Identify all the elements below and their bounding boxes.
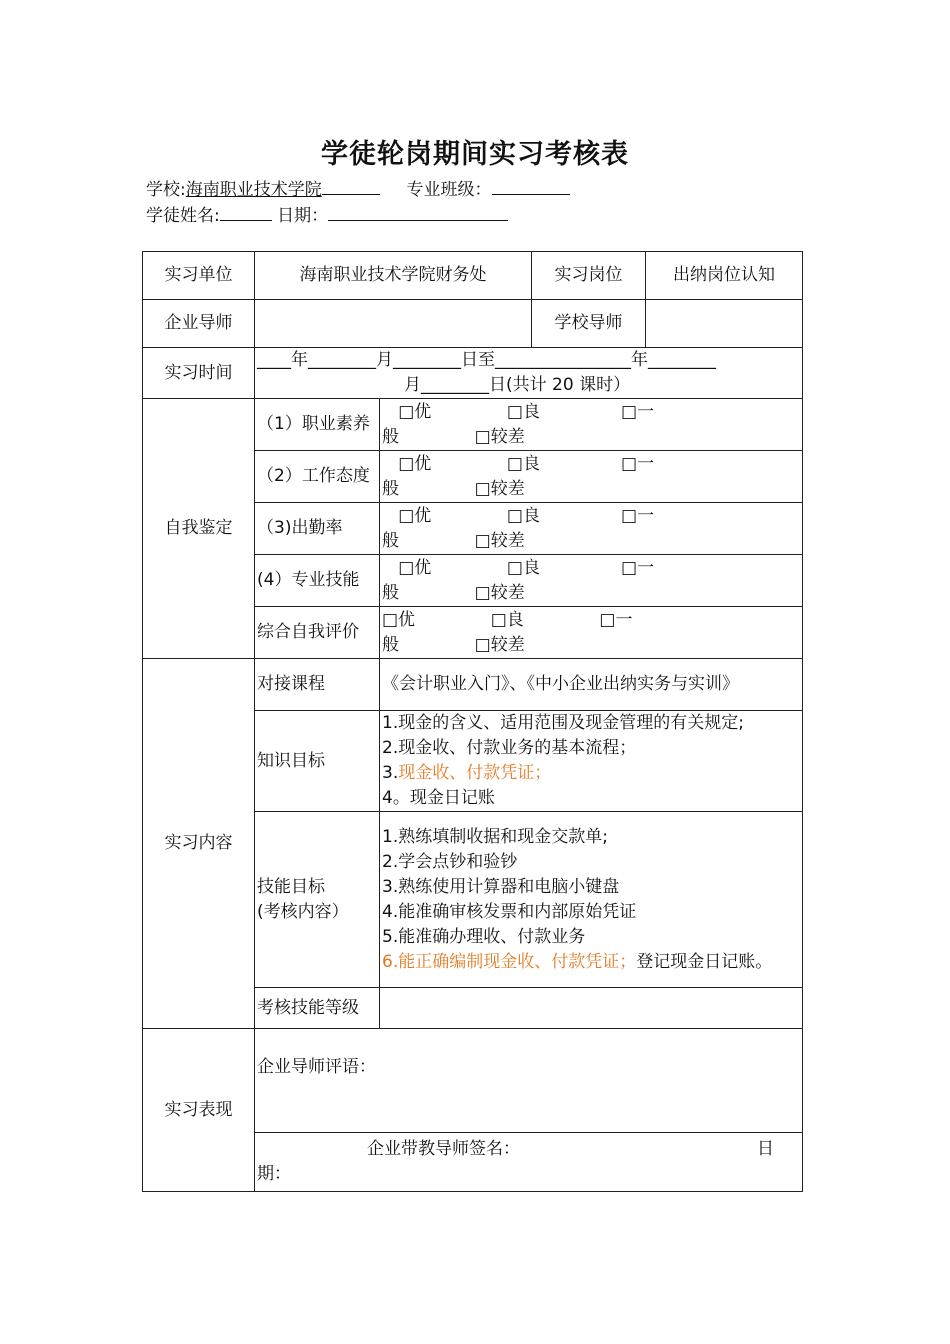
self-item-label: （3)出勤率	[255, 503, 380, 555]
self-item-options[interactable]	[380, 399, 803, 451]
self-item-label: 综合自我评价	[255, 607, 380, 659]
time-label: 实习时间	[143, 348, 255, 399]
knowledge-item: 1.现金的含义、适用范围及现金管理的有关规定;	[382, 713, 744, 733]
signature-date-label: 期：	[257, 1164, 291, 1184]
skill-item: 1.熟练填制收据和现金交款单;	[382, 826, 608, 847]
self-item-row	[143, 399, 803, 451]
school-mentor-label: 学校导师	[532, 300, 646, 348]
unit-value: 海南职业技术学院财务处	[255, 252, 532, 300]
skill-label	[255, 812, 380, 988]
course-label: 对接课程	[255, 659, 380, 711]
unit-label: 实习单位	[143, 252, 255, 300]
skill-item: 3.熟练使用计算器和电脑小键盘	[382, 876, 620, 897]
knowledge-item: 2.现金收、付款业务的基本流程；	[382, 738, 637, 758]
skill-label-line-1: 技能目标	[257, 876, 325, 897]
skill-item: 5.能准确办理收、付款业务	[382, 926, 586, 947]
enterprise-mentor-label: 企业导师	[143, 300, 255, 348]
row-course	[143, 659, 803, 711]
option-line-2: 般 □较差	[382, 530, 525, 551]
signature-label: 企业带教导师签名：	[367, 1139, 520, 1159]
enterprise-mentor-value[interactable]	[255, 300, 532, 348]
post-label: 实习岗位	[532, 252, 646, 300]
self-item-label: （2）工作态度	[255, 451, 380, 503]
mentor-comment[interactable]	[255, 1029, 803, 1133]
skill-item: 2.学会点钞和验钞	[382, 851, 518, 872]
knowledge-label: 知识目标	[255, 711, 380, 812]
skill-items	[380, 812, 803, 988]
date-blank	[328, 202, 508, 221]
self-item-options[interactable]	[380, 607, 803, 659]
signature-date-day: 日	[757, 1139, 774, 1159]
signature-cell[interactable]	[255, 1133, 803, 1192]
header-line-2	[146, 202, 508, 228]
row-unit	[143, 252, 803, 300]
time-line-2: 月________日(共计 20 课时）	[404, 375, 631, 395]
post-value: 出纳岗位认知	[646, 252, 803, 300]
knowledge-item-number: 3.	[382, 763, 399, 783]
knowledge-items	[380, 711, 803, 812]
option-line-1: □优 □良 □一	[382, 505, 655, 526]
option-line-2: 般 □较差	[382, 426, 525, 447]
time-value[interactable]	[255, 348, 803, 399]
mentor-comment-label: 企业导师评语：	[257, 1057, 376, 1077]
date-label: 日期：	[277, 206, 329, 226]
assessment-table	[142, 251, 803, 1192]
knowledge-item-highlight: 现金收、付款凭证；	[398, 763, 552, 783]
header-line-1	[146, 176, 570, 202]
time-line-1: ____年________月________日至________________年________	[257, 350, 716, 370]
document-title: 学徒轮岗期间实习考核表	[321, 139, 629, 170]
performance-label: 实习表现	[143, 1029, 255, 1192]
option-line-1: □优 □良 □一	[382, 609, 633, 630]
option-line-1: □优 □良 □一	[382, 557, 655, 578]
self-item-options[interactable]	[380, 451, 803, 503]
skill-item: 4.能准确审核发票和内部原始凭证	[382, 901, 637, 922]
option-line-2: 般 □较差	[382, 634, 525, 655]
row-performance	[143, 1029, 803, 1133]
name-blank	[220, 202, 272, 221]
school-value: 海南职业技术学院	[185, 180, 322, 200]
content-label: 实习内容	[143, 659, 255, 1029]
level-label: 考核技能等级	[255, 988, 380, 1029]
self-eval-label: 自我鉴定	[143, 399, 255, 659]
self-item-label: (4）专业技能	[255, 555, 380, 607]
skill-item	[382, 950, 800, 975]
skill-label-line-2: (考核内容）	[257, 901, 349, 922]
self-item-options[interactable]	[380, 503, 803, 555]
knowledge-item	[382, 761, 800, 786]
option-line-2: 般 □较差	[382, 582, 525, 603]
course-value: 《会计职业入门》、《中小企业出纳实务与实训》	[380, 659, 803, 711]
option-line-1: □优 □良 □一	[382, 401, 655, 422]
name-label: 学徒姓名:	[146, 206, 220, 226]
class-label: 专业班级：	[406, 180, 492, 200]
self-item-label: （1）职业素养	[255, 399, 380, 451]
option-line-1: □优 □良 □一	[382, 453, 655, 474]
level-value[interactable]	[380, 988, 803, 1029]
knowledge-item: 4。现金日记账	[382, 788, 495, 808]
skill-item-highlight: 6.能正确编制现金收、付款凭证；	[382, 951, 637, 972]
skill-item-rest: 登记现金日记账。	[636, 951, 773, 972]
school-label: 学校:	[146, 180, 186, 200]
school-blank	[322, 176, 380, 195]
school-mentor-value[interactable]	[646, 300, 803, 348]
self-item-options[interactable]	[380, 555, 803, 607]
option-line-2: 般 □较差	[382, 478, 525, 499]
row-time	[143, 348, 803, 399]
class-blank	[492, 176, 570, 195]
row-mentor	[143, 300, 803, 348]
